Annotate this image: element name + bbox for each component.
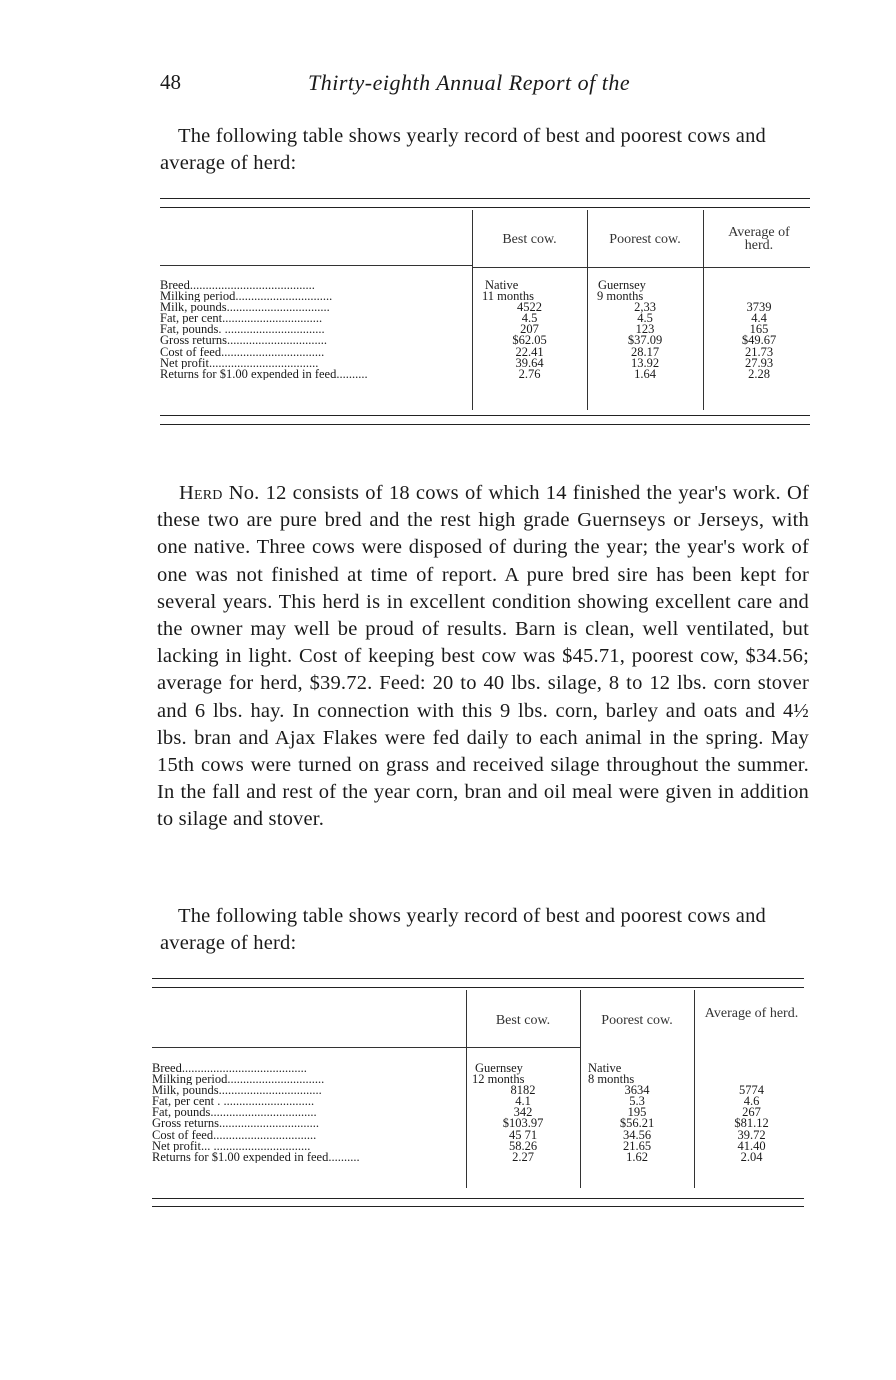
table-row [152,1138,804,1153]
row-label: Fat, per cent . ............................. [152,1096,315,1108]
cell-average: 41.40 [737,1138,766,1153]
cell-best: 11 months [482,289,534,304]
cell-best: 22.41 [515,344,544,359]
cell-poorest: 5.3 [629,1094,645,1109]
page-header [160,70,800,100]
cell-average: 4.6 [743,1094,760,1109]
herd-12-paragraph [157,480,809,834]
cell-best: 2.76 [518,366,541,381]
cell-average: 2.04 [740,1149,763,1164]
cell-poorest: 1.62 [626,1149,648,1164]
cell-best: 8182 [510,1083,536,1098]
cell-average: 165 [749,322,769,337]
cell-average: 21.73 [744,344,774,359]
cell-best: $62.05 [512,333,547,348]
row-label: Breed........................................ [160,280,315,291]
col-poorest-cow: Poorest cow. [609,232,681,247]
cell-poorest: 195 [627,1105,647,1120]
cell-average: 2.28 [748,366,770,381]
col-best-cow: Best cow. [495,1013,551,1028]
table-row [160,313,810,324]
table-row [160,355,810,370]
row-label: Fat, per cent................................ [160,313,323,325]
col-average-herd: Average of herd. [704,1006,799,1021]
cell-poorest: 3634 [624,1083,650,1098]
cell-best: 342 [513,1105,533,1120]
cell-average: 3739 [746,300,772,315]
cell-poorest: Native [588,1061,622,1075]
cell-average: 267 [742,1105,761,1120]
table-row [152,1074,804,1085]
col-poorest-cow: Poorest cow. [601,1013,673,1028]
table-row [152,1118,804,1129]
col-average-herd: Average of herd. [728,225,790,253]
table-row [152,1085,804,1096]
table1-intro: The following table shows yearly record of best and poorest cows and average of herd: [160,125,767,174]
row-label: Breed........................................ [152,1063,307,1074]
cell-best: 207 [520,322,539,337]
cell-best: 12 months [472,1072,525,1087]
herd-text: No. 12 consists of 18 cows of which 14 finished the year's work. Of these two are pure bred and the rest high grade Guernseys or Jerseys, with one native. Three cows were disposed of during the year; the year's work of one was not finished at time of report. A pure bred sire has been kept for several years. This herd is in excellent condition showing excellent care and the owner may well be proud of results. Barn is clean, well ventilated, but lacking in light. Cost of keeping best cow was $45.71, poorest cow, $34.56; average for herd, $39.72. Feed: 20 to 40 lbs. silage, 8 to 12 lbs. corn stover and 6 lbs. hay. In connection with this 9 lbs. corn, barley and oats and 4½ lbs. bran and Ajax Flakes were fed daily to each animal in the spring. May 15th cows were turned on grass and received silage throughout the summer. In the fall and rest of the year corn, bran and oil meal were given in addition to silage and stover. [157,482,809,831]
cell-average: $81.12 [734,1116,769,1131]
row-label: Net profit... ............................... [152,1140,311,1152]
cell-poorest: 34.56 [622,1127,652,1142]
cell-poorest: 9 months [597,289,644,304]
col-best-cow: Best cow. [502,232,557,247]
cell-average: 5774 [739,1083,764,1098]
table-row [152,1127,804,1142]
row-label: Fat, pounds. ................................ [160,324,325,336]
cell-best: 58.26 [508,1138,538,1153]
cell-poorest: $37.09 [627,333,663,348]
cell-average: $49.67 [741,333,777,348]
cell-best: 39.64 [515,355,544,370]
row-label: Gross returns................................ [152,1118,320,1130]
cell-best: 2.27 [512,1149,534,1164]
table-row [160,344,810,359]
table-2 [152,978,804,1214]
row-label: Milking period............................... [160,291,333,303]
row-label: Cost of feed................................. [160,346,325,358]
table-row [160,302,810,313]
table-1 [160,198,810,430]
row-label: Milking period............................... [152,1074,325,1086]
cell-best: 4.5 [521,311,538,326]
table-row [152,1149,804,1164]
cell-poorest: 8 months [588,1072,635,1087]
cell-poorest: $56.21 [619,1116,655,1131]
cell-average: 39.72 [737,1127,766,1142]
cell-poorest: Guernsey [598,278,646,292]
row-label: Fat, pounds.................................. [152,1107,317,1119]
cell-poorest: 13.92 [630,355,660,370]
cell-best: $103.97 [502,1116,544,1131]
table2-intro: The following table shows yearly record of best and poorest cows and average of herd: [160,905,767,954]
cell-average: 27.93 [744,355,774,370]
table-row [160,324,810,335]
table-row [160,291,810,302]
cell-poorest: 28.17 [630,344,660,359]
table-row [152,1096,804,1107]
cell-average: 4.4 [751,311,767,326]
cell-best: Guernsey [475,1061,523,1075]
cell-poorest: 21.65 [622,1138,652,1153]
table-row [152,1107,804,1118]
page-number: 48 [160,70,181,94]
running-title: Thirty-eighth Annual Report of the [308,70,631,95]
cell-poorest: 2,33 [634,300,656,315]
row-label: Milk, pounds................................. [152,1085,322,1097]
row-label: Returns for $1.00 expended in feed.......... [152,1151,360,1163]
row-label: Gross returns................................ [160,335,328,347]
cell-poorest: 4.5 [637,311,653,326]
cell-best: 4.1 [515,1094,531,1109]
table-row [160,366,810,381]
herd-lead: Herd [179,482,223,504]
row-label: Cost of feed................................. [152,1129,317,1141]
table-row [160,335,810,346]
row-label: Returns for $1.00 expended in feed.......... [160,368,368,380]
cell-best: 4522 [517,300,542,315]
row-label: Milk, pounds................................. [160,302,330,314]
cell-best: 45 71 [508,1127,538,1142]
cell-poorest: 1.64 [634,366,656,381]
cell-best: Native [485,278,519,292]
cell-poorest: 123 [635,322,655,337]
row-label: Net profit................................... [160,357,319,369]
